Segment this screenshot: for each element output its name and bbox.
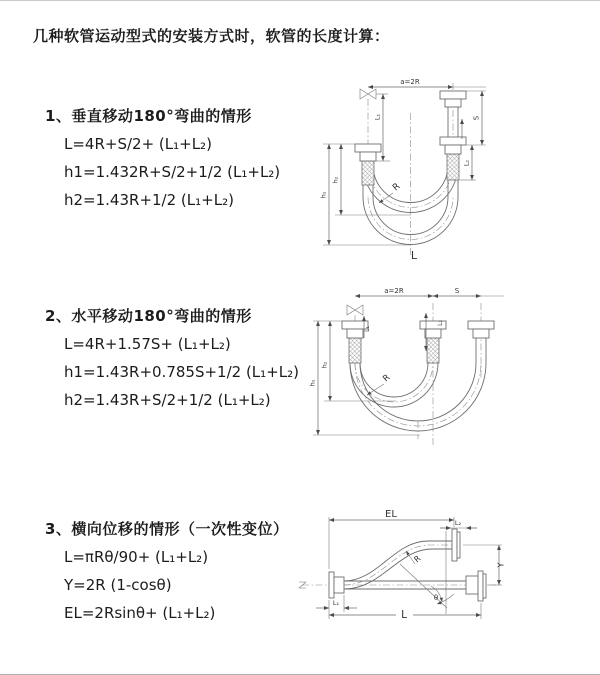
hose-arc: [360, 363, 428, 397]
dim-label-l1: L₁: [373, 113, 382, 121]
hose-centerline: [344, 545, 452, 585]
hose-curve: [344, 549, 452, 589]
flange: [457, 532, 460, 558]
dim-label-el: EL: [385, 509, 397, 520]
dim-label-l1: L₁: [332, 599, 340, 607]
dim-label-l2: L₂: [437, 320, 444, 326]
radius-label: R: [391, 181, 403, 194]
radius-construction-line: [400, 564, 447, 608]
formula-line: h1=1.43R+0.785S+1/2 (L₁+L₂): [64, 363, 299, 381]
braid-section: [349, 338, 361, 363]
braid-section: [427, 338, 439, 363]
formula-line: EL=2Rsinθ+ (L₁+L₂): [64, 604, 216, 622]
dim-label-h2: h₂: [331, 176, 340, 184]
length-label: L: [410, 249, 418, 262]
flange: [440, 91, 466, 99]
section-vertical-180: [45, 102, 280, 214]
flange: [445, 99, 461, 107]
angle-label: θ: [433, 594, 439, 602]
formula-line: h2=1.43R+S/2+1/2 (L₁+L₂): [64, 391, 271, 409]
dim-label-y: Y: [496, 562, 506, 568]
flange: [466, 576, 478, 594]
length-label: L: [401, 609, 407, 621]
flange: [468, 321, 494, 329]
braid-section: [447, 154, 459, 180]
dim-label-h2: h₂: [320, 361, 329, 369]
radius-leader: [379, 193, 393, 203]
flange: [478, 571, 483, 601]
dim-label-l2: L₂: [462, 159, 471, 167]
flange: [445, 145, 461, 154]
dim-label-a2r: a=2R: [400, 78, 420, 86]
radius-leader: [367, 384, 384, 395]
diagram-lateral-displacement: [296, 501, 596, 659]
section-3-heading: 3、横向位移的情形（一次性变位）: [45, 520, 289, 538]
formula-line: Y=2R (1-cosθ): [64, 576, 172, 594]
braid-section: [362, 161, 374, 185]
formula-line: h1=1.432R+S/2+1/2 (L₁+L₂): [64, 163, 281, 181]
flange: [334, 577, 344, 593]
flange: [329, 572, 334, 598]
diagram-horizontal-180-bend: [308, 283, 588, 455]
flange: [425, 329, 441, 338]
radius-label: R: [381, 372, 393, 385]
section-lateral-displacement: [45, 515, 288, 627]
dim-label-a2r: a=2R: [384, 287, 404, 295]
formula-line: L=4R+S/2+ (L₁+L₂): [64, 135, 212, 153]
page-title: 几种软管运动型式的安装方式时，软管的长度计算：: [33, 27, 390, 45]
dim-label-s: S: [454, 287, 460, 295]
section-1-heading: 1、垂直移动180°弯曲的情形: [45, 107, 252, 125]
flange: [473, 329, 489, 338]
hose-arc: [360, 363, 476, 421]
flange: [347, 329, 363, 338]
flange: [483, 574, 486, 598]
dim-label-h1: h₁: [308, 379, 317, 387]
section-2-heading: 2、水平移动180°弯曲的情形: [45, 307, 252, 325]
radius-label: R: [412, 553, 423, 565]
dim-label-l1: L₁: [364, 326, 371, 332]
flange: [355, 144, 381, 152]
hose-centerline-arc: [355, 363, 481, 426]
dim-label-l2: L₂: [454, 519, 462, 527]
formula-line: h2=1.43R+1/2 (L₁+L₂): [64, 191, 234, 209]
diagram-vertical-180-bend: [308, 67, 588, 265]
valve-icon: [347, 305, 363, 315]
dim-label-s: S: [472, 115, 481, 121]
valve-icon: [360, 89, 376, 99]
hose-curve: [344, 541, 452, 581]
flange: [360, 152, 376, 161]
dim-label-h1: h₁: [319, 191, 328, 199]
formula-line: L=πRθ/90+ (L₁+L₂): [64, 548, 209, 566]
formula-line: L=4R+1.57S+ (L₁+L₂): [64, 335, 231, 353]
angle-arc: [437, 594, 454, 604]
hose-arc: [350, 363, 438, 407]
hose-centerline-arc: [355, 363, 433, 402]
flange: [452, 529, 457, 561]
section-horizontal-180: [45, 302, 299, 414]
